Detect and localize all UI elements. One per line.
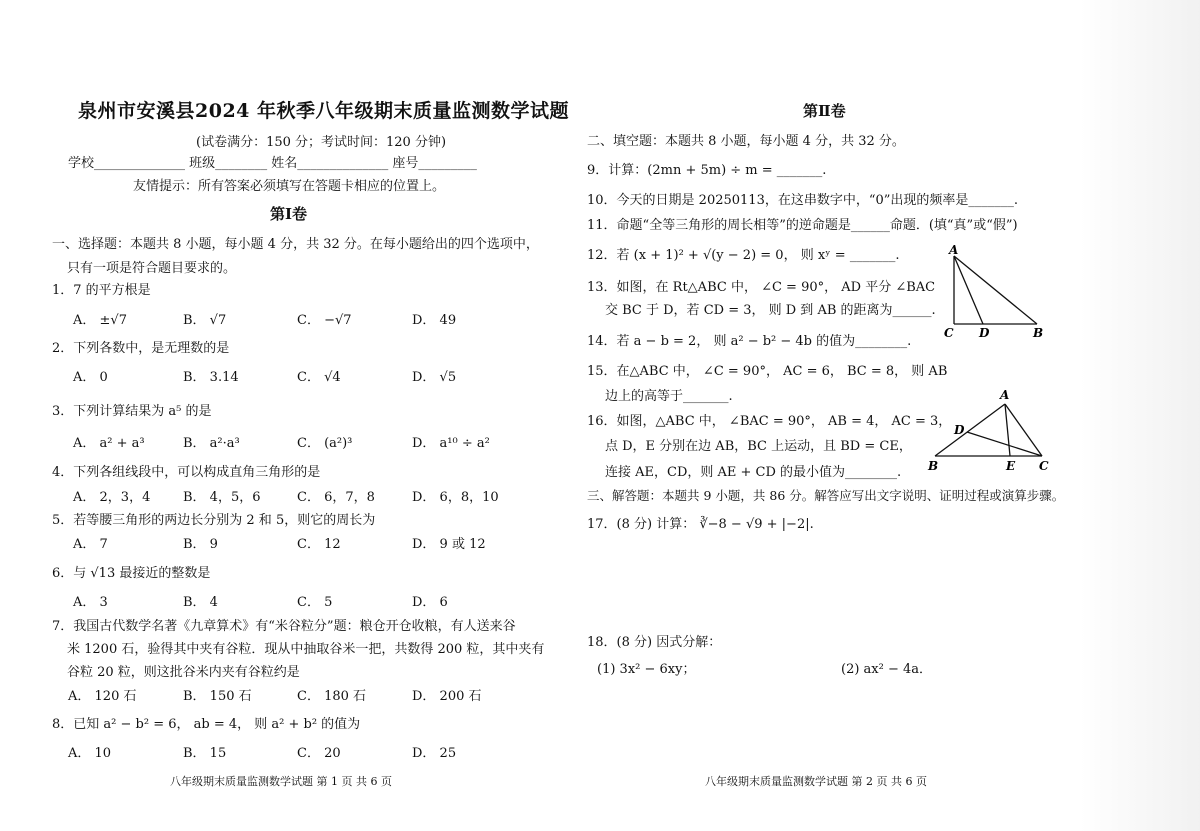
q2-option-a: A． 0 bbox=[73, 370, 108, 385]
part1-instruction-line2: 只有一项是符合题目要求的。 bbox=[67, 261, 237, 276]
q16-line1: 16．如图，△ABC 中， ∠BAC = 90°， AB = 4， AC = 3， bbox=[587, 414, 952, 429]
q2-option-b: B． 3.14 bbox=[183, 370, 239, 385]
q7-option-b: B． 150 石 bbox=[183, 689, 252, 704]
q4-option-b: B． 4，5，6 bbox=[183, 490, 261, 505]
q16-line2: 点 D，E 分别在边 AB，BC 上运动，且 BD = CE， bbox=[605, 439, 912, 454]
q18-part2: (2) ax² − 4a． bbox=[841, 662, 933, 677]
q7-line3: 谷粒 20 粒，则这批谷米内夹有谷粒约是 bbox=[67, 665, 300, 680]
q4-option-d: D． 6，8，10 bbox=[412, 490, 499, 505]
q4-stem: 4．下列各组线段中，可以构成直角三角形的是 bbox=[52, 465, 321, 480]
label-d: D bbox=[979, 326, 990, 340]
label-d: D bbox=[954, 423, 965, 437]
part2-instruction: 二、填空题：本题共 8 小题，每小题 4 分，共 32 分。 bbox=[587, 134, 905, 149]
label-b: B bbox=[1033, 326, 1044, 340]
q8-option-b: B． 15 bbox=[183, 746, 227, 761]
q18-stem: 18．(8 分) 因式分解： bbox=[587, 635, 722, 650]
segment-ae bbox=[1005, 404, 1010, 456]
q7-option-c: C． 180 石 bbox=[297, 689, 367, 704]
q8-option-d: D． 25 bbox=[412, 746, 457, 761]
q8-option-c: C． 20 bbox=[297, 746, 341, 761]
q1-option-a: A． ±√7 bbox=[73, 313, 127, 328]
q10: 10．今天的日期是 20250113，在这串数字中，“0”出现的频率是_______. bbox=[587, 193, 1019, 208]
q4-option-c: C． 6，7，8 bbox=[297, 490, 375, 505]
q5-option-a: A． 7 bbox=[73, 537, 108, 552]
exam-info: (试卷满分：150 分；考试时间：120 分钟) bbox=[196, 135, 447, 150]
q8-option-a: A． 10 bbox=[68, 746, 112, 761]
q8-stem: 8．已知 a² − b² = 6， ab = 4， 则 a² + b² 的值为 bbox=[52, 717, 361, 732]
q16-triangle-figure bbox=[925, 388, 1055, 476]
student-fields: 学校______________ 班级________ 姓名______________ 座号_________ bbox=[68, 156, 477, 171]
q5-option-b: B． 9 bbox=[183, 537, 218, 552]
q16-triangle-svg bbox=[925, 388, 1055, 476]
q6-option-c: C． 5 bbox=[297, 595, 333, 610]
part3-instruction: 三、解答题：本题共 9 小题，共 86 分。解答应写出文字说明、证明过程或演算步骤。 bbox=[587, 488, 1065, 503]
q6-stem: 6．与 √13 最接近的整数是 bbox=[52, 566, 211, 581]
q13-line1: 13．如图，在 Rt△ABC 中， ∠C = 90°， AD 平分 ∠BAC bbox=[587, 280, 936, 295]
q2-option-d: D． √5 bbox=[412, 370, 457, 385]
side-ac bbox=[1005, 404, 1042, 456]
section-1-title: 第Ⅰ卷 bbox=[270, 205, 308, 223]
q13-triangle-figure bbox=[940, 244, 1050, 340]
q1-stem: 1．7 的平方根是 bbox=[52, 283, 151, 298]
label-b: B bbox=[928, 459, 939, 473]
q14: 14．若 a − b = 2， 则 a² − b² − 4b 的值为________. bbox=[587, 334, 912, 349]
segment-cd bbox=[967, 432, 1042, 456]
label-c: C bbox=[944, 326, 954, 340]
label-a: A bbox=[949, 243, 959, 257]
q4-option-a: A． 2，3，4 bbox=[73, 490, 151, 505]
q3-stem: 3．下列计算结果为 a⁵ 的是 bbox=[52, 404, 212, 419]
q7-line2: 米 1200 石，验得其中夹有谷粒．现从中抽取谷米一把，共数得 200 粒，其中夹有 bbox=[67, 642, 545, 657]
part1-instruction-line1: 一、选择题：本题共 8 小题，每小题 4 分，共 32 分。在每小题给出的四个选项中， bbox=[52, 237, 539, 252]
section-2-title: 第Ⅱ卷 bbox=[803, 102, 846, 120]
label-c: C bbox=[1039, 459, 1049, 473]
side-ab bbox=[954, 256, 1037, 324]
q7-option-d: D． 200 石 bbox=[412, 689, 482, 704]
q1-option-c: C． −√7 bbox=[297, 313, 352, 328]
q13-line2: 交 BC 于 D，若 CD = 3， 则 D 到 AB 的距离为______. bbox=[605, 303, 936, 318]
friendly-tip: 友情提示：所有答案必须填写在答题卡相应的位置上。 bbox=[133, 179, 446, 194]
q15-line2: 边上的高等于_______. bbox=[605, 389, 733, 404]
q3-option-a: A． a² + a³ bbox=[73, 436, 145, 451]
q18-part1: (1) 3x² − 6xy； bbox=[597, 662, 696, 677]
q6-option-b: B． 4 bbox=[183, 595, 218, 610]
q12: 12．若 (x + 1)² + √(y − 2) = 0， 则 xʸ = _______. bbox=[587, 248, 900, 263]
q1-option-b: B． √7 bbox=[183, 313, 227, 328]
q7-option-a: A． 120 石 bbox=[68, 689, 137, 704]
q5-stem: 5．若等腰三角形的两边长分别为 2 和 5，则它的周长为 bbox=[52, 513, 376, 528]
q13-triangle-svg bbox=[940, 244, 1050, 340]
label-e: E bbox=[1006, 459, 1016, 473]
label-a: A bbox=[1000, 388, 1010, 402]
exam-title: 泉州市安溪县2024 年秋季八年级期末质量监测数学试题 bbox=[78, 100, 569, 122]
q2-stem: 2．下列各数中，是无理数的是 bbox=[52, 341, 230, 356]
q2-option-c: C． √4 bbox=[297, 370, 341, 385]
q11: 11．命题“全等三角形的周长相等”的逆命题是______命题．(填“真”或“假”) bbox=[587, 218, 1018, 233]
q3-option-c: C． (a²)³ bbox=[297, 436, 353, 451]
q16-line3: 连接 AE，CD，则 AE + CD 的最小值为________. bbox=[605, 465, 902, 480]
bisector-ad bbox=[954, 256, 983, 324]
scan-edge-shadow bbox=[1080, 0, 1200, 831]
q3-option-b: B． a²·a³ bbox=[183, 436, 240, 451]
q1-option-d: D． 49 bbox=[412, 313, 457, 328]
page-2-footer: 八年级期末质量监测数学试题 第 2 页 共 6 页 bbox=[705, 775, 927, 788]
q7-line1: 7．我国古代数学名著《九章算术》有“米谷粒分”题：粮仓开仓收粮，有人送来谷 bbox=[52, 619, 516, 634]
q6-option-d: D． 6 bbox=[412, 595, 448, 610]
q5-option-c: C． 12 bbox=[297, 537, 341, 552]
q3-option-d: D． a¹⁰ ÷ a² bbox=[412, 436, 490, 451]
q6-option-a: A． 3 bbox=[73, 595, 108, 610]
q5-option-d: D． 9 或 12 bbox=[412, 537, 486, 552]
side-ba bbox=[935, 404, 1005, 456]
page-1-footer: 八年级期末质量监测数学试题 第 1 页 共 6 页 bbox=[170, 775, 392, 788]
q17: 17．(8 分) 计算： ∛−8 − √9 + |−2|. bbox=[587, 517, 814, 532]
q15-line1: 15．在△ABC 中， ∠C = 90°， AC = 6， BC = 8， 则 AB bbox=[587, 364, 948, 379]
q9: 9．计算：(2mn + 5m) ÷ m = _______. bbox=[587, 163, 827, 178]
